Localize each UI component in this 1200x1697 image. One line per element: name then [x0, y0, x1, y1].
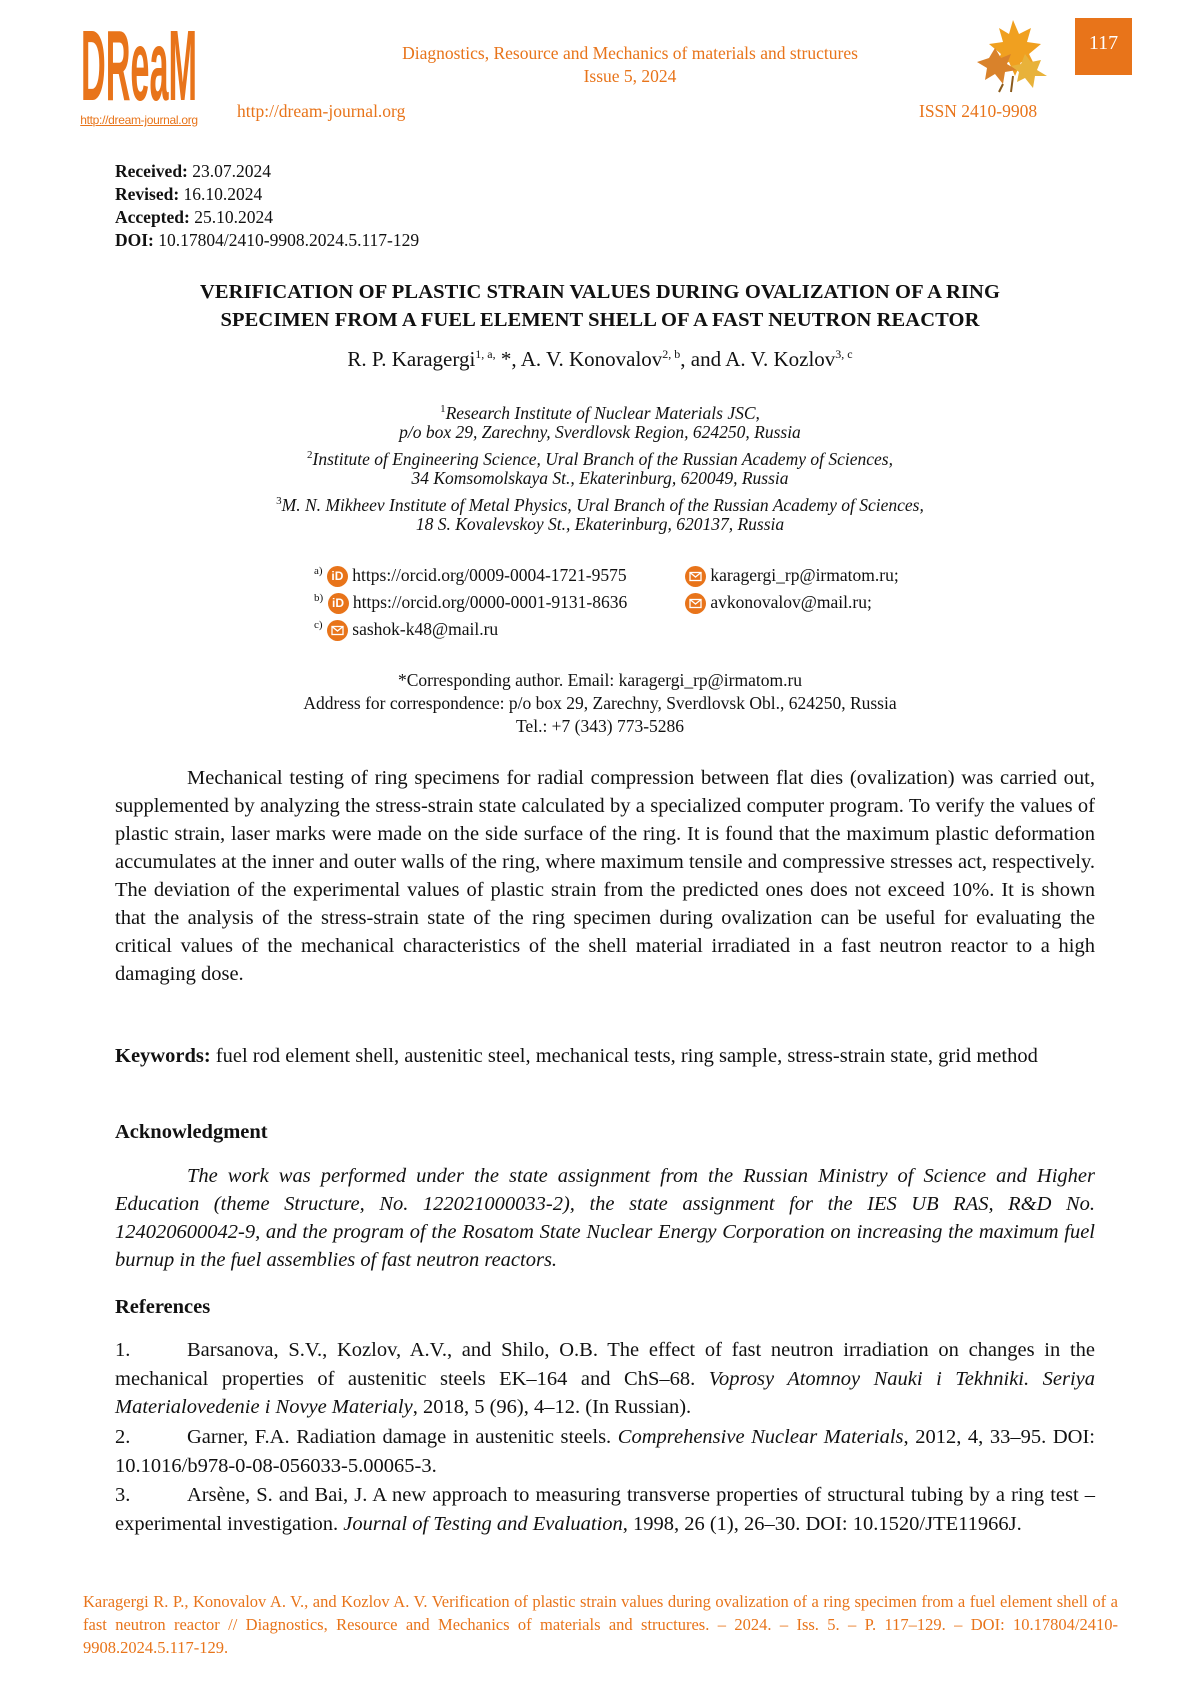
- reference-text: Arsène, S. and Bai, J. A new approach to measuring transverse properties of structural tubing by a ring test – experimental investigation.: [115, 1484, 1095, 1535]
- contact-a-label: a): [314, 565, 323, 577]
- email-icon[interactable]: [685, 566, 706, 587]
- email-icon[interactable]: [685, 593, 706, 614]
- email-link-c[interactable]: sashok-k48@mail.ru: [352, 619, 499, 639]
- author-sep: , and: [680, 347, 726, 371]
- paper-title: [100, 278, 1100, 334]
- email-link-a[interactable]: karagergi_rp@irmatom.ru;: [710, 565, 899, 585]
- doi-label: DOI:: [115, 230, 154, 250]
- keywords-label: Keywords:: [115, 1045, 211, 1067]
- correspondence-address: Address for correspondence: p/o box 29, Zarechny, Sverdlovsk Obl., 624250, Russia: [303, 693, 897, 713]
- reference-details: , 2012, 4, 33–95. DOI: 10.1016/b978-0-08-056033-5.00065-3.: [115, 1426, 1095, 1477]
- author-2: A. V. Konovalov: [520, 347, 663, 371]
- contact-b-label: b): [314, 592, 324, 604]
- author-list: [100, 347, 1100, 372]
- reference-item: [115, 1336, 1095, 1422]
- accepted-label: Accepted:: [115, 207, 190, 227]
- orcid-icon[interactable]: iD: [328, 593, 349, 614]
- affiliation-3-sup: 3: [276, 495, 282, 507]
- maple-leaves-icon: [975, 14, 1051, 94]
- reference-text: Garner, F.A. Radiation damage in austenitic steels.: [187, 1426, 618, 1448]
- received-date: 23.07.2024: [192, 161, 272, 181]
- affiliation-1-sup: 1: [440, 403, 446, 415]
- revised-line: [115, 183, 262, 206]
- abstract: Mechanical testing of ring specimens for radial compression between flat dies (ovalization) was carried out, supplemented by analyzing the stress-strain state calculated by a specialized computer program. To verify the values of plastic strain, laser marks were made on the side surface of the ring. It is found that the maximum plastic deformation accumulates at the inner and outer walls of the ring, where maximum tensile and compressive stresses act, respectively. The deviation of the experimental values of plastic strain from the predicted ones does not exceed 10%. It is shown that the analysis of the stress-strain state of the ring specimen during ovalization can be useful for evaluating the critical values of the mechanical characteristics of the shell material irradiated in a fast neutron reactor to a high damaging dose.: [115, 767, 1095, 985]
- affiliation-2-sup: 2: [307, 449, 313, 461]
- acknowledgment-heading: Acknowledgment: [115, 1121, 268, 1143]
- reference-details: , 2018, 5 (96), 4–12. (In Russian).: [412, 1396, 692, 1418]
- issue-line: Issue 5, 2024: [583, 66, 677, 86]
- orcid-link-a[interactable]: https://orcid.org/0009-0004-1721-9575: [352, 565, 627, 585]
- doi-value[interactable]: 10.17804/2410-9908.2024.5.117-129: [158, 230, 420, 250]
- corresponding-author: *Corresponding author. Email: karagergi_rp@irmatom.ru: [397, 670, 803, 690]
- reference-number: 2.: [115, 1426, 131, 1448]
- author-1: R. P. Karagergi: [347, 347, 476, 371]
- reference-item: [115, 1423, 1095, 1480]
- references-heading: References: [115, 1296, 211, 1318]
- revised-label: Revised:: [115, 184, 180, 204]
- affiliation-1-text: Research Institute of Nuclear Materials JSC,: [445, 402, 760, 423]
- contact-row-b: [314, 592, 627, 614]
- keywords-text: fuel rod element shell, austenitic steel, mechanical tests, ring sample, stress-strain state, grid method: [210, 1045, 1038, 1067]
- journal-url-link[interactable]: http://dream-journal.org: [237, 101, 406, 121]
- affiliation-3-line-2: 18 S. Kovalevskoy St., Ekaterinburg, 620137, Russia: [415, 514, 785, 534]
- email-link-b[interactable]: avkonovalov@mail.ru;: [710, 592, 872, 612]
- reference-journal: Comprehensive Nuclear Materials: [617, 1426, 904, 1448]
- affiliation-1-line-2: p/o box 29, Zarechny, Sverdlovsk Region, 624250, Russia: [399, 422, 801, 442]
- author-2-sup: 2, b: [662, 347, 681, 361]
- affiliation-2-text: Institute of Engineering Science, Ural Branch of the Russian Academy of Sciences,: [312, 448, 893, 469]
- title-line-1: VERIFICATION OF PLASTIC STRAIN VALUES DURING OVALIZATION OF A RING: [200, 281, 1000, 303]
- doi-line: [115, 229, 419, 252]
- reference-number: 1.: [115, 1339, 131, 1361]
- svg-text:DReaM: DReaM: [81, 16, 197, 112]
- affiliation-3-text: M. N. Mikheev Institute of Metal Physics, Ural Branch of the Russian Academy of Sciences,: [281, 494, 924, 515]
- issn: ISSN 2410-9908: [919, 101, 1038, 121]
- reference-details: , 1998, 26 (1), 26–30. DOI: 10.1520/JTE11966J.: [622, 1512, 1022, 1535]
- contact-email-row-b: [685, 592, 872, 614]
- revised-date: 16.10.2024: [183, 184, 263, 204]
- accepted-date: 25.10.2024: [194, 207, 273, 227]
- logo-url[interactable]: http://dream-journal.org: [80, 113, 198, 127]
- journal-title: Diagnostics, Resource and Mechanics of materials and structures: [402, 43, 858, 63]
- orcid-link-b[interactable]: https://orcid.org/0000-0001-9131-8636: [352, 592, 628, 612]
- author-3-sup: 3, c: [835, 347, 853, 361]
- contact-row-c: [314, 619, 498, 641]
- accepted-line: [115, 206, 273, 229]
- dream-logo-wordmark: [80, 16, 198, 112]
- affiliation-2-line-2: 34 Komsomolskaya St., Ekaterinburg, 620049, Russia: [411, 468, 789, 488]
- correspondence-phone: Tel.: +7 (343) 773-5286: [515, 716, 685, 736]
- contact-c-label: c): [314, 619, 323, 631]
- reference-journal: Journal of Testing and Evaluation: [343, 1512, 623, 1535]
- journal-logo: [80, 16, 198, 134]
- keywords: [115, 1042, 1095, 1070]
- reference-number: 3.: [115, 1484, 131, 1506]
- email-icon[interactable]: [327, 620, 348, 641]
- author-1-star: *,: [495, 347, 521, 371]
- acknowledgment-text: The work was performed under the state assignment from the Russian Ministry of Science and Higher Education (theme Structure, No. 122021000033-2), the state assignment for the IES UB RAS, R&D No. 124020600042-9, and the program of the Rosatom State Nuclear Energy Corporation on increasing the maximum fuel burnup in the fuel assemblies of fast neutron reactors.: [115, 1165, 1095, 1271]
- reference-item: [115, 1481, 1095, 1538]
- title-line-2: SPECIMEN FROM A FUEL ELEMENT SHELL OF A FAST NEUTRON REACTOR: [220, 309, 980, 331]
- footer-citation: Karagergi R. P., Konovalov A. V., and Kozlov A. V. Verification of plastic strain values during ovalization of a ring specimen from a fuel element shell of a fast neutron reactor // Diagnostics, Resource and Mechanics of materials and structures. – 2024. – Iss. 5. – P. 117–129. – DOI: 10.17804/2410-9908.2024.5.117-129.: [83, 1592, 1118, 1657]
- orcid-icon[interactable]: iD: [327, 566, 348, 587]
- author-1-sup: 1, a,: [475, 347, 496, 361]
- received-line: [115, 160, 271, 183]
- contact-email-row-a: [685, 565, 899, 587]
- reference-text: Barsanova, S.V., Kozlov, A.V., and Shilo, O.B. The effect of fast neutron irradiation on changes in the mechanical properties of austenitic steels EK–164 and ChS–68.: [115, 1339, 1095, 1390]
- page-number: 117: [1075, 18, 1132, 75]
- received-label: Received:: [115, 161, 188, 181]
- author-3: A. V. Kozlov: [725, 347, 836, 371]
- contact-row-a: [314, 565, 627, 587]
- reference-journal: Voprosy Atomnoy Nauki i Tekhniki. Seriya Materialovedenie i Novye Materialy: [115, 1367, 1095, 1418]
